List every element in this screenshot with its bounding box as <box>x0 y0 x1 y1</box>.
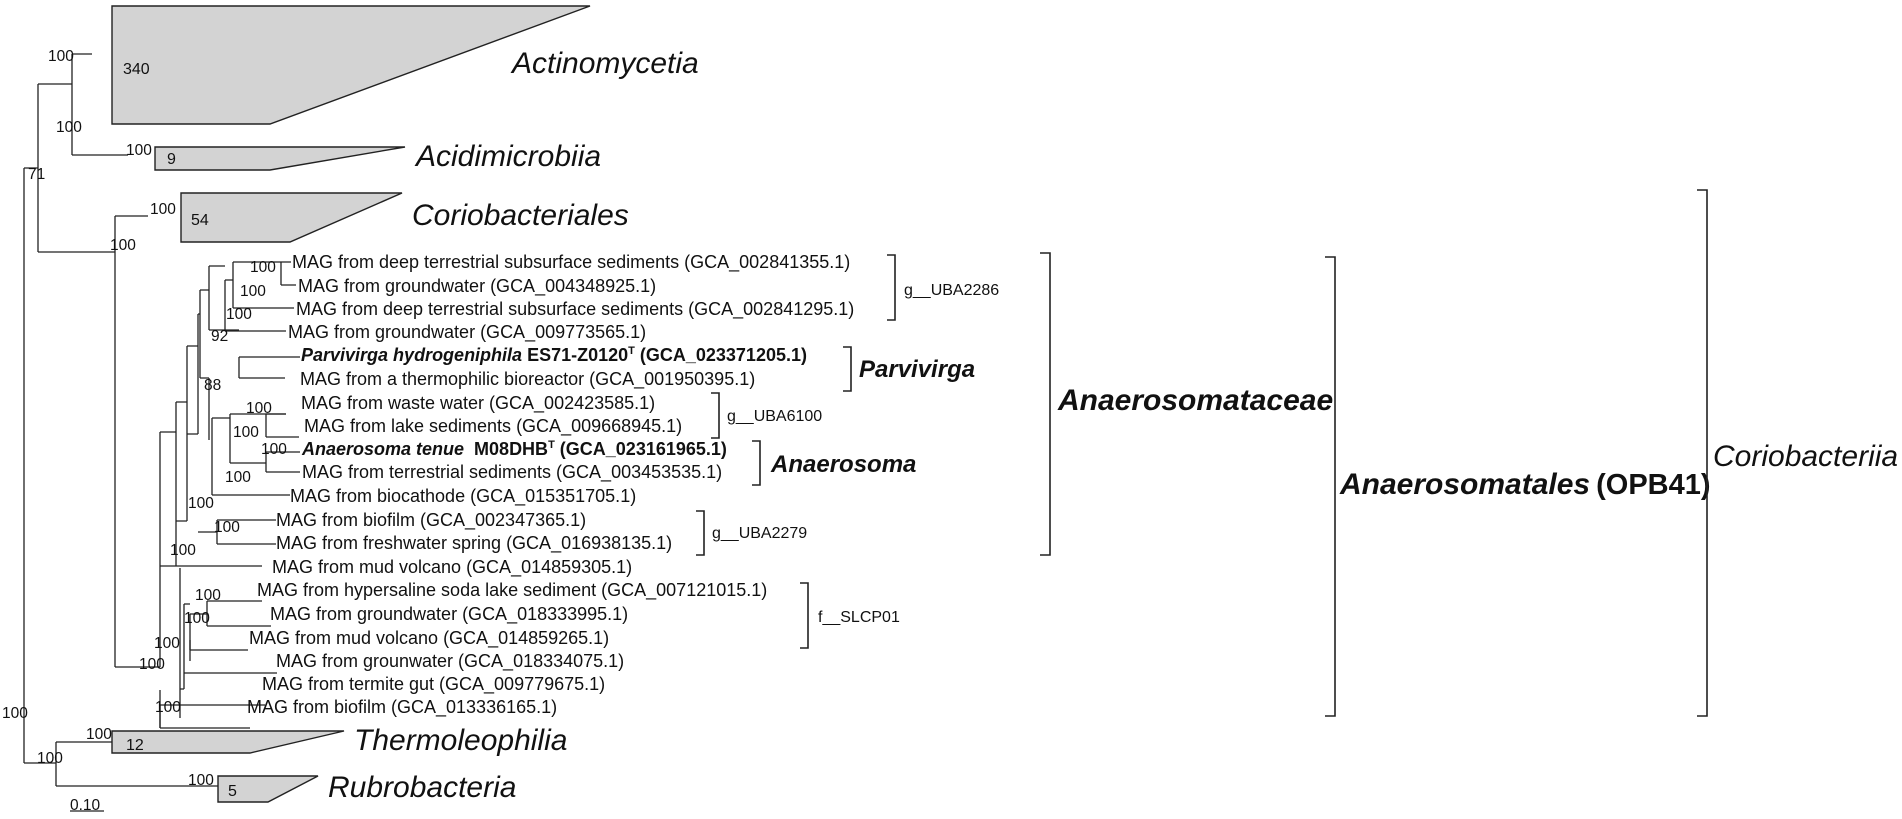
leaf-label: MAG from biocathode (GCA_015351705.1) <box>290 486 637 506</box>
bracket-anaerosoma <box>752 441 760 485</box>
clade-name-coriobacteriales: Coriobacteriales <box>412 199 629 232</box>
taxon-label-class: Coriobacteriia <box>1713 440 1899 473</box>
leaf-label: MAG from groundwater (GCA_009773565.1) <box>288 322 647 342</box>
taxon-label-family: Anaerosomataceae <box>1058 384 1334 417</box>
leaf-label: MAG from freshwater spring (GCA_016938135.1) <box>276 533 673 553</box>
bracket-slcp01 <box>800 583 808 648</box>
leaf-label: MAG from groundwater (GCA_018333995.1) <box>270 604 629 624</box>
group-label-slcp01: f__SLCP01 <box>818 609 900 626</box>
species-name: Parvivirga hydrogeniphila <box>301 345 523 365</box>
clade-count: 54 <box>191 212 209 229</box>
leaf-label: MAG from groundwater (GCA_004348925.1) <box>298 276 657 296</box>
leaf-label: MAG from mud volcano (GCA_014859265.1) <box>249 628 610 648</box>
leaf-label: MAG from biofilm (GCA_013336165.1) <box>247 697 558 717</box>
clade-acidimicrobiia-triangle <box>155 147 405 170</box>
accession: (GCA_023371205.1) <box>639 345 807 365</box>
group-label-anaerosoma: Anaerosoma <box>771 451 917 478</box>
leaf-label: MAG from mud volcano (GCA_014859305.1) <box>272 557 633 577</box>
scale-bar <box>70 797 104 814</box>
leaf-label: MAG from deep terrestrial subsurface sediments (GCA_002841355.1) <box>292 252 851 272</box>
clade-name-actinomycetia: Actinomycetia <box>512 47 699 80</box>
order-suffix: (OPB41) <box>1596 469 1711 501</box>
bracket-anaerosomataceae <box>1040 253 1050 555</box>
support-value: 100 <box>170 542 196 559</box>
support-value: 100 <box>214 519 240 536</box>
clade-thermoleophilia-triangle <box>112 731 344 753</box>
support-value: 100 <box>139 656 165 673</box>
bracket-uba2286 <box>887 255 895 320</box>
bracket-parvivirga <box>843 347 851 391</box>
bracket-uba2279 <box>696 511 704 555</box>
bracket-anaerosomatales <box>1325 257 1335 716</box>
support-value: 100 <box>86 726 112 743</box>
leaf-label: MAG from a thermophilic bioreactor (GCA_001950395.1) <box>300 369 756 389</box>
strain-name: M08DHB <box>474 439 549 459</box>
support-value: 100 <box>2 705 28 722</box>
group-label-parvivirga: Parvivirga <box>859 356 976 383</box>
species-name: Anaerosoma tenue <box>302 439 465 459</box>
support-value: 71 <box>28 166 46 183</box>
leaf-label: MAG from grounwater (GCA_018334075.1) <box>276 651 625 671</box>
support-value: 100 <box>246 400 272 417</box>
support-value: 100 <box>150 201 176 218</box>
clade-name-acidimicrobiia: Acidimicrobiia <box>416 140 602 173</box>
leaf-label-anaerosoma-tenue <box>301 439 727 459</box>
taxon-label-order <box>1339 468 1711 501</box>
leaf-label: MAG from waste water (GCA_002423585.1) <box>301 393 656 413</box>
leaf-label: MAG from lake sediments (GCA_009668945.1) <box>304 416 683 436</box>
support-value: 100 <box>225 469 251 486</box>
support-value: 100 <box>233 424 259 441</box>
support-value: 92 <box>211 328 229 345</box>
clade-count: 340 <box>123 61 150 78</box>
accession: (GCA_023161965.1) <box>559 439 727 459</box>
leaf-label: MAG from deep terrestrial subsurface sediments (GCA_002841295.1) <box>296 299 855 319</box>
group-label-uba6100: g__UBA6100 <box>727 408 823 425</box>
support-value: 100 <box>154 635 180 652</box>
support-value: 100 <box>250 259 276 276</box>
type-superscript: T <box>628 345 635 357</box>
support-value: 88 <box>204 377 222 394</box>
leaf-label: MAG from termite gut (GCA_009779675.1) <box>262 674 606 694</box>
clade-count: 9 <box>167 151 176 168</box>
support-value: 100 <box>48 48 74 65</box>
support-value: 100 <box>155 699 181 716</box>
leaf-labels <box>247 252 854 718</box>
support-value: 100 <box>126 142 152 159</box>
strain-name: ES71-Z0120 <box>527 345 629 365</box>
clade-coriobacteriales-triangle <box>181 193 402 242</box>
support-value: 100 <box>188 772 214 789</box>
group-brackets <box>696 190 1898 716</box>
clade-name-thermoleophilia: Thermoleophilia <box>354 724 568 757</box>
clade-name-rubrobacteria: Rubrobacteria <box>328 771 517 804</box>
support-value: 100 <box>110 237 136 254</box>
support-value: 100 <box>226 306 252 323</box>
support-value: 100 <box>37 750 63 767</box>
bracket-uba6100 <box>711 393 719 438</box>
clade-count: 12 <box>126 737 144 754</box>
group-label-uba2286: g__UBA2286 <box>904 282 1000 299</box>
leaf-label: MAG from biofilm (GCA_002347365.1) <box>276 510 587 530</box>
leaf-label: MAG from terrestrial sediments (GCA_003453535.1) <box>302 462 723 482</box>
support-value: 100 <box>195 587 221 604</box>
bracket-coriobacteriia <box>1697 190 1707 716</box>
support-value: 100 <box>240 283 266 300</box>
type-superscript: T <box>548 439 555 451</box>
clade-count: 5 <box>228 783 237 800</box>
leaf-label-parvivirga-hydrogeniphila <box>301 345 807 365</box>
support-value: 100 <box>261 441 287 458</box>
support-value: 100 <box>188 495 214 512</box>
leaf-label: MAG from hypersaline soda lake sediment (GCA_007121015.1) <box>257 580 768 600</box>
support-value: 100 <box>56 119 82 136</box>
scale-bar-label: 0.10 <box>70 797 101 814</box>
order-name: Anaerosomatales <box>1340 468 1591 501</box>
support-value: 100 <box>184 610 210 627</box>
group-label-uba2279: g__UBA2279 <box>712 525 808 542</box>
